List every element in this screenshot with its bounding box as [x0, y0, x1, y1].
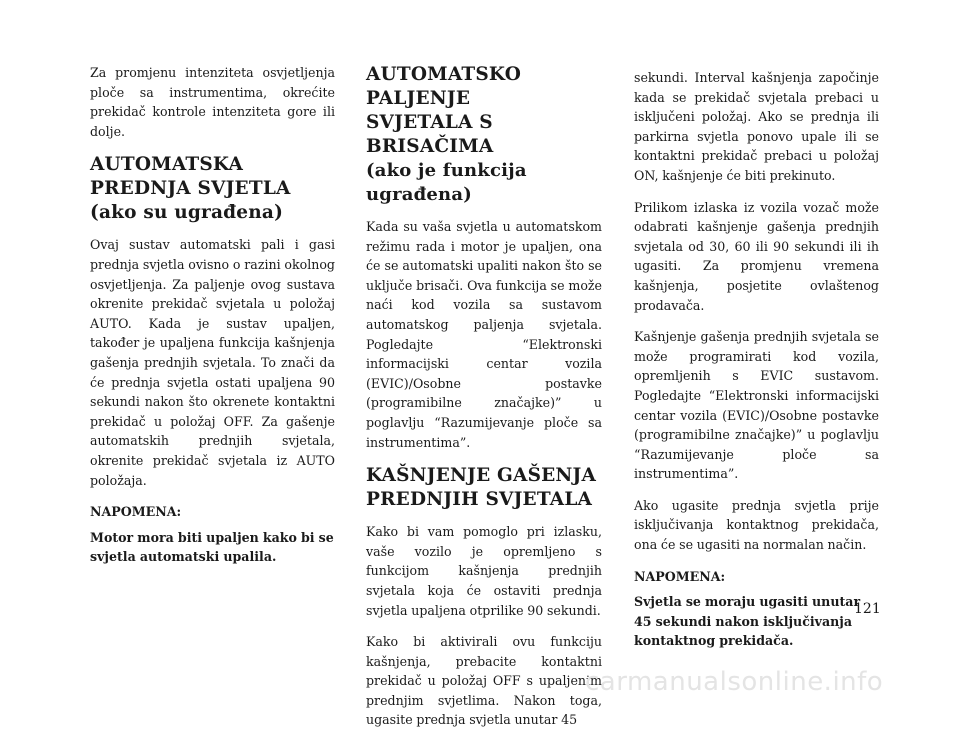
- delay-interval-paragraph: sekundi. Interval kašnjenja započinje kada se prekidač svjetala prebaci u isključeni položaj. Ako se prednja ili parkirna svjetla ponovo upale ili se kontaktni prekidač prebaci u položaj ON, kašnjenje će biti prekinuto.: [634, 70, 879, 183]
- delay-options-paragraph: Prilikom izlaska iz vozila vozač može odabrati kašnjenje gašenja prednjih svjetala od 30, 60 ili 90 sekundi ili ih ugasiti. Za promjenu vremena kašnjenja, posjetite ovlaštenog prodavača.: [634, 199, 879, 313]
- note-text: Motor mora biti upaljen kako bi se svjetla automatski upalila.: [90, 529, 334, 565]
- watermark: carmanualsonline.info: [585, 667, 884, 697]
- column-right: [634, 68, 879, 663]
- evic-programming-paragraph: Kašnjenje gašenja prednjih svjetala se može programirati kod vozila, opremljenih s EVIC sustavom. Pogledajte “Elektronski informacijski centar vozila (EVIC)/Osobne postavke (programibilne značajke)” u poglavlju “Razumijevanje ploče sa instrumentima”.: [634, 329, 879, 482]
- heading-line-1: KAŠNJENJE GAŠENJA: [366, 465, 597, 487]
- section-heading-headlight-delay: [366, 464, 602, 512]
- headlight-delay-paragraph-2: Kako bi aktivirali ovu funkciju kašnjenja, prebacite kontaktni prekidač u položaj OFF s upaljenim prednjim svjetlima. Nakon toga, ugasite prednja svjetla unutar 45: [366, 634, 602, 728]
- intro-paragraph: Za promjenu intenziteta osvjetljenja ploče sa instrumentima, okrećite prekidač kontrole intenziteta gore ili dolje.: [90, 65, 335, 139]
- note-label: NAPOMENA:: [90, 504, 182, 520]
- wiper-lights-paragraph: Kada su vaša svjetla u automatskom režimu rada i motor je upaljen, ona će se automatski upaliti nakon što se uključe brisači. Ova funkcija se može naći kod vozila sa sustavom automatskog paljenja svjetala. Pogledajte “Elektronski informacijski centar vozila (EVIC)/Osobne postavke (programibilne značajke)” u poglavlju “Razumijevanje ploče sa instrumentima”.: [366, 219, 602, 450]
- note-label: NAPOMENA:: [634, 568, 726, 584]
- column-middle: [366, 63, 602, 742]
- automatic-headlights-paragraph: Ovaj sustav automatski pali i gasi prednja svjetla ovisno o razini okolnog osvjetljenja. Za paljenje ovog sustava okrenite prekidač svjetala u položaj AUTO. Kada je sustav upaljen, također je upaljena funkcija kašnjenja gašenja prednjih svjetala. To znači da će prednja svjetla ostati upaljena 90 sekundi nakon što okrenete kontaktni prekidač u položaj OFF. Za gašenje automatskih prednjih svjetala, okrenite prekidač svjetala iz AUTO položaja.: [90, 237, 335, 488]
- headlight-delay-paragraph-1: Kako bi vam pomoglo pri izlasku, vaše vozilo je opremljeno s funkcijom kašnjenja prednjih svjetala koja će ostaviti prednja svjetla upaljena otprilike 90 sekundi.: [366, 524, 602, 618]
- section-heading-automatic-headlights: AUTOMATSKA PREDNJA SVJETLA (ako su ugrađena): [90, 154, 291, 224]
- column-left: [90, 63, 335, 579]
- heading-line-3: (ako je funkcija ugrađena): [366, 160, 527, 205]
- normal-off-paragraph: Ako ugasite prednja svjetla prije isključivanja kontaktnog prekidača, ona će se ugasiti na normalan način.: [634, 497, 879, 553]
- heading-line-2: PREDNJIH SVJETALA: [366, 489, 593, 511]
- page-number: 121: [854, 601, 881, 617]
- heading-line-2: SVJETALA S BRISAČIMA: [366, 112, 494, 157]
- section-heading-wiper-lights: [366, 63, 602, 207]
- note-text: Svjetla se moraju ugasiti unutar 45 sekundi nakon isključivanja kontaktnog prekidača.: [634, 594, 861, 649]
- heading-line-1: AUTOMATSKO PALJENJE: [366, 64, 522, 109]
